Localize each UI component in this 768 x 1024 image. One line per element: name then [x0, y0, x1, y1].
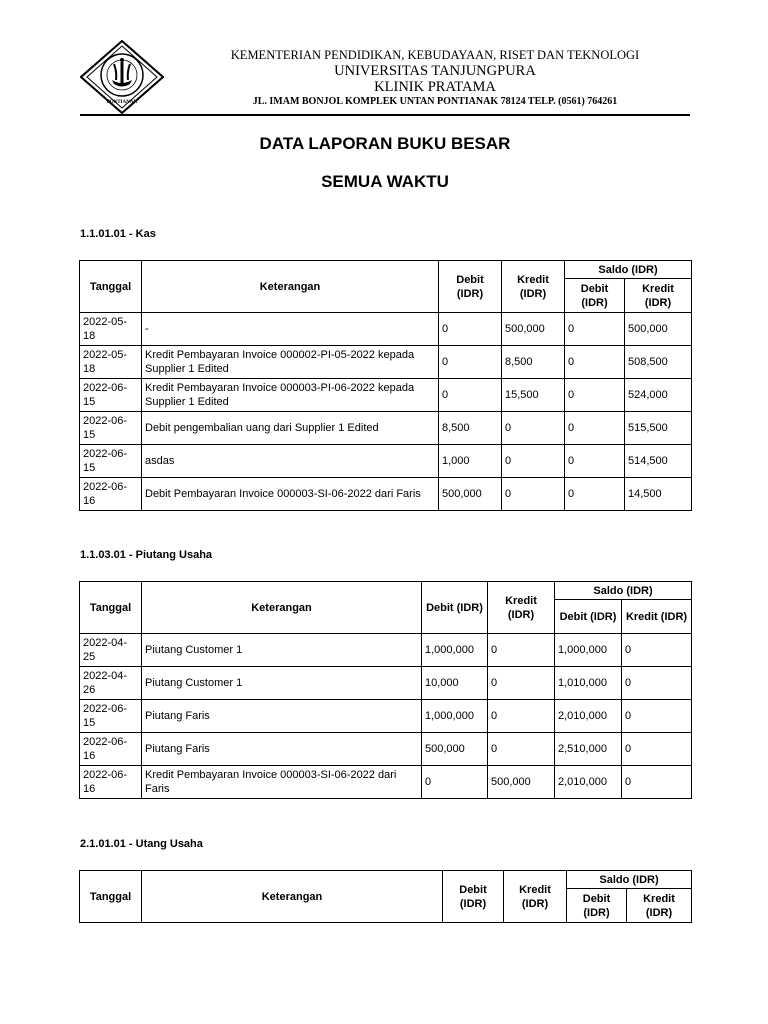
col-saldo-kredit: Kredit (IDR) [627, 889, 692, 923]
cell-saldo-debit: 2,010,000 [555, 766, 622, 799]
university-logo [80, 40, 164, 114]
cell-description: Piutang Customer 1 [142, 667, 422, 700]
cell-debit: 0 [439, 346, 502, 379]
section-heading: 2.1.01.01 - Utang Usaha [80, 838, 203, 850]
cell-saldo-credit: 14,500 [625, 478, 692, 511]
address-line: JL. IMAM BONJOL KOMPLEK UNTAN PONTIANAK 78124 TELP. (0561) 764261 [252, 96, 618, 107]
cell-date: 2022-05-18 [80, 346, 142, 379]
cell-date: 2022-04-26 [80, 667, 142, 700]
svg-text:PONTIANAK: PONTIANAK [106, 100, 138, 105]
cell-credit: 0 [488, 667, 555, 700]
cell-saldo-credit: 500,000 [625, 313, 692, 346]
cell-credit: 0 [502, 445, 565, 478]
cell-description: Piutang Customer 1 [142, 634, 422, 667]
cell-debit: 0 [439, 313, 502, 346]
cell-saldo-credit: 508,500 [625, 346, 692, 379]
cell-date: 2022-05-18 [80, 313, 142, 346]
cell-date: 2022-06-16 [80, 733, 142, 766]
table-row [80, 700, 692, 733]
report-title: DATA LAPORAN BUKU BESAR [259, 134, 511, 153]
col-saldo: Saldo (IDR) [567, 871, 692, 889]
cell-debit: 1,000,000 [422, 700, 488, 733]
table-row [80, 445, 692, 478]
cell-debit: 500,000 [439, 478, 502, 511]
cell-credit: 0 [488, 700, 555, 733]
cell-credit: 0 [502, 412, 565, 445]
table-row [80, 346, 692, 379]
cell-description: Piutang Faris [142, 733, 422, 766]
cell-saldo-debit: 0 [565, 412, 625, 445]
col-saldo-debit: Debit (IDR) [567, 889, 627, 923]
col-debit: Debit (IDR) [422, 582, 488, 634]
cell-credit: 8,500 [502, 346, 565, 379]
cell-saldo-debit: 0 [565, 478, 625, 511]
university-name: UNIVERSITAS TANJUNGPURA [334, 63, 536, 79]
cell-saldo-credit: 0 [622, 667, 692, 700]
table-row [80, 733, 692, 766]
col-keterangan: Keterangan [142, 582, 422, 634]
cell-saldo-credit: 524,000 [625, 379, 692, 412]
table-row [80, 313, 692, 346]
col-debit: Debit (IDR) [439, 261, 502, 313]
clinic-name: KLINIK PRATAMA [374, 79, 496, 95]
cell-debit: 10,000 [422, 667, 488, 700]
col-saldo-kredit: Kredit (IDR) [625, 279, 692, 313]
cell-credit: 0 [488, 733, 555, 766]
cell-description: Debit pengembalian uang dari Supplier 1 Edited [142, 412, 439, 445]
cell-date: 2022-06-15 [80, 412, 142, 445]
cell-description: Kredit Pembayaran Invoice 000002-PI-05-2022 kepada Supplier 1 Edited [142, 346, 439, 379]
cell-debit: 1,000 [439, 445, 502, 478]
cell-debit: 8,500 [439, 412, 502, 445]
col-kredit: Kredit (IDR) [504, 871, 567, 923]
ledger-table [79, 870, 692, 923]
cell-credit: 500,000 [502, 313, 565, 346]
cell-saldo-credit: 0 [622, 766, 692, 799]
col-keterangan: Keterangan [142, 871, 443, 923]
cell-debit: 0 [422, 766, 488, 799]
cell-description: Kredit Pembayaran Invoice 000003-SI-06-2022 dari Faris [142, 766, 422, 799]
cell-debit: 500,000 [422, 733, 488, 766]
table-row [80, 412, 692, 445]
letterhead-divider [80, 114, 690, 116]
ledger-table [79, 581, 692, 799]
col-saldo: Saldo (IDR) [565, 261, 692, 279]
cell-debit: 0 [439, 379, 502, 412]
cell-saldo-credit: 0 [622, 634, 692, 667]
ministry-name: KEMENTERIAN PENDIDIKAN, KEBUDAYAAN, RISET DAN TEKNOLOGI [230, 48, 640, 62]
cell-saldo-debit: 0 [565, 346, 625, 379]
cell-credit: 0 [502, 478, 565, 511]
cell-saldo-debit: 2,510,000 [555, 733, 622, 766]
cell-saldo-debit: 0 [565, 445, 625, 478]
cell-date: 2022-06-16 [80, 766, 142, 799]
col-tanggal: Tanggal [80, 261, 142, 313]
cell-saldo-credit: 0 [622, 700, 692, 733]
col-keterangan: Keterangan [142, 261, 439, 313]
cell-saldo-debit: 0 [565, 313, 625, 346]
cell-date: 2022-06-15 [80, 379, 142, 412]
cell-saldo-debit: 1,010,000 [555, 667, 622, 700]
col-kredit: Kredit (IDR) [502, 261, 565, 313]
cell-saldo-debit: 0 [565, 379, 625, 412]
col-saldo-kredit: Kredit (IDR) [622, 600, 692, 634]
cell-description: Piutang Faris [142, 700, 422, 733]
col-saldo-debit: Debit (IDR) [565, 279, 625, 313]
cell-date: 2022-06-16 [80, 478, 142, 511]
section-heading: 1.1.03.01 - Piutang Usaha [80, 549, 213, 561]
cell-date: 2022-04-25 [80, 634, 142, 667]
cell-credit: 0 [488, 634, 555, 667]
col-tanggal: Tanggal [80, 871, 142, 923]
section-heading: 1.1.01.01 - Kas [80, 228, 156, 240]
col-saldo: Saldo (IDR) [555, 582, 692, 600]
col-kredit: Kredit (IDR) [488, 582, 555, 634]
cell-saldo-credit: 515,500 [625, 412, 692, 445]
cell-credit: 15,500 [502, 379, 565, 412]
col-saldo-debit: Debit (IDR) [555, 600, 622, 634]
col-debit: Debit (IDR) [443, 871, 504, 923]
table-row [80, 478, 692, 511]
col-tanggal: Tanggal [80, 582, 142, 634]
cell-debit: 1,000,000 [422, 634, 488, 667]
table-row [80, 766, 692, 799]
cell-saldo-credit: 0 [622, 733, 692, 766]
cell-credit: 500,000 [488, 766, 555, 799]
ledger-table [79, 260, 692, 511]
report-period: SEMUA WAKTU [321, 172, 449, 191]
cell-description: asdas [142, 445, 439, 478]
table-row [80, 667, 692, 700]
cell-description: - [142, 313, 439, 346]
cell-description: Debit Pembayaran Invoice 000003-SI-06-2022 dari Faris [142, 478, 439, 511]
cell-saldo-debit: 1,000,000 [555, 634, 622, 667]
cell-description: Kredit Pembayaran Invoice 000003-PI-06-2022 kepada Supplier 1 Edited [142, 379, 439, 412]
cell-saldo-credit: 514,500 [625, 445, 692, 478]
table-row [80, 379, 692, 412]
table-row [80, 634, 692, 667]
cell-date: 2022-06-15 [80, 700, 142, 733]
cell-saldo-debit: 2,010,000 [555, 700, 622, 733]
cell-date: 2022-06-15 [80, 445, 142, 478]
